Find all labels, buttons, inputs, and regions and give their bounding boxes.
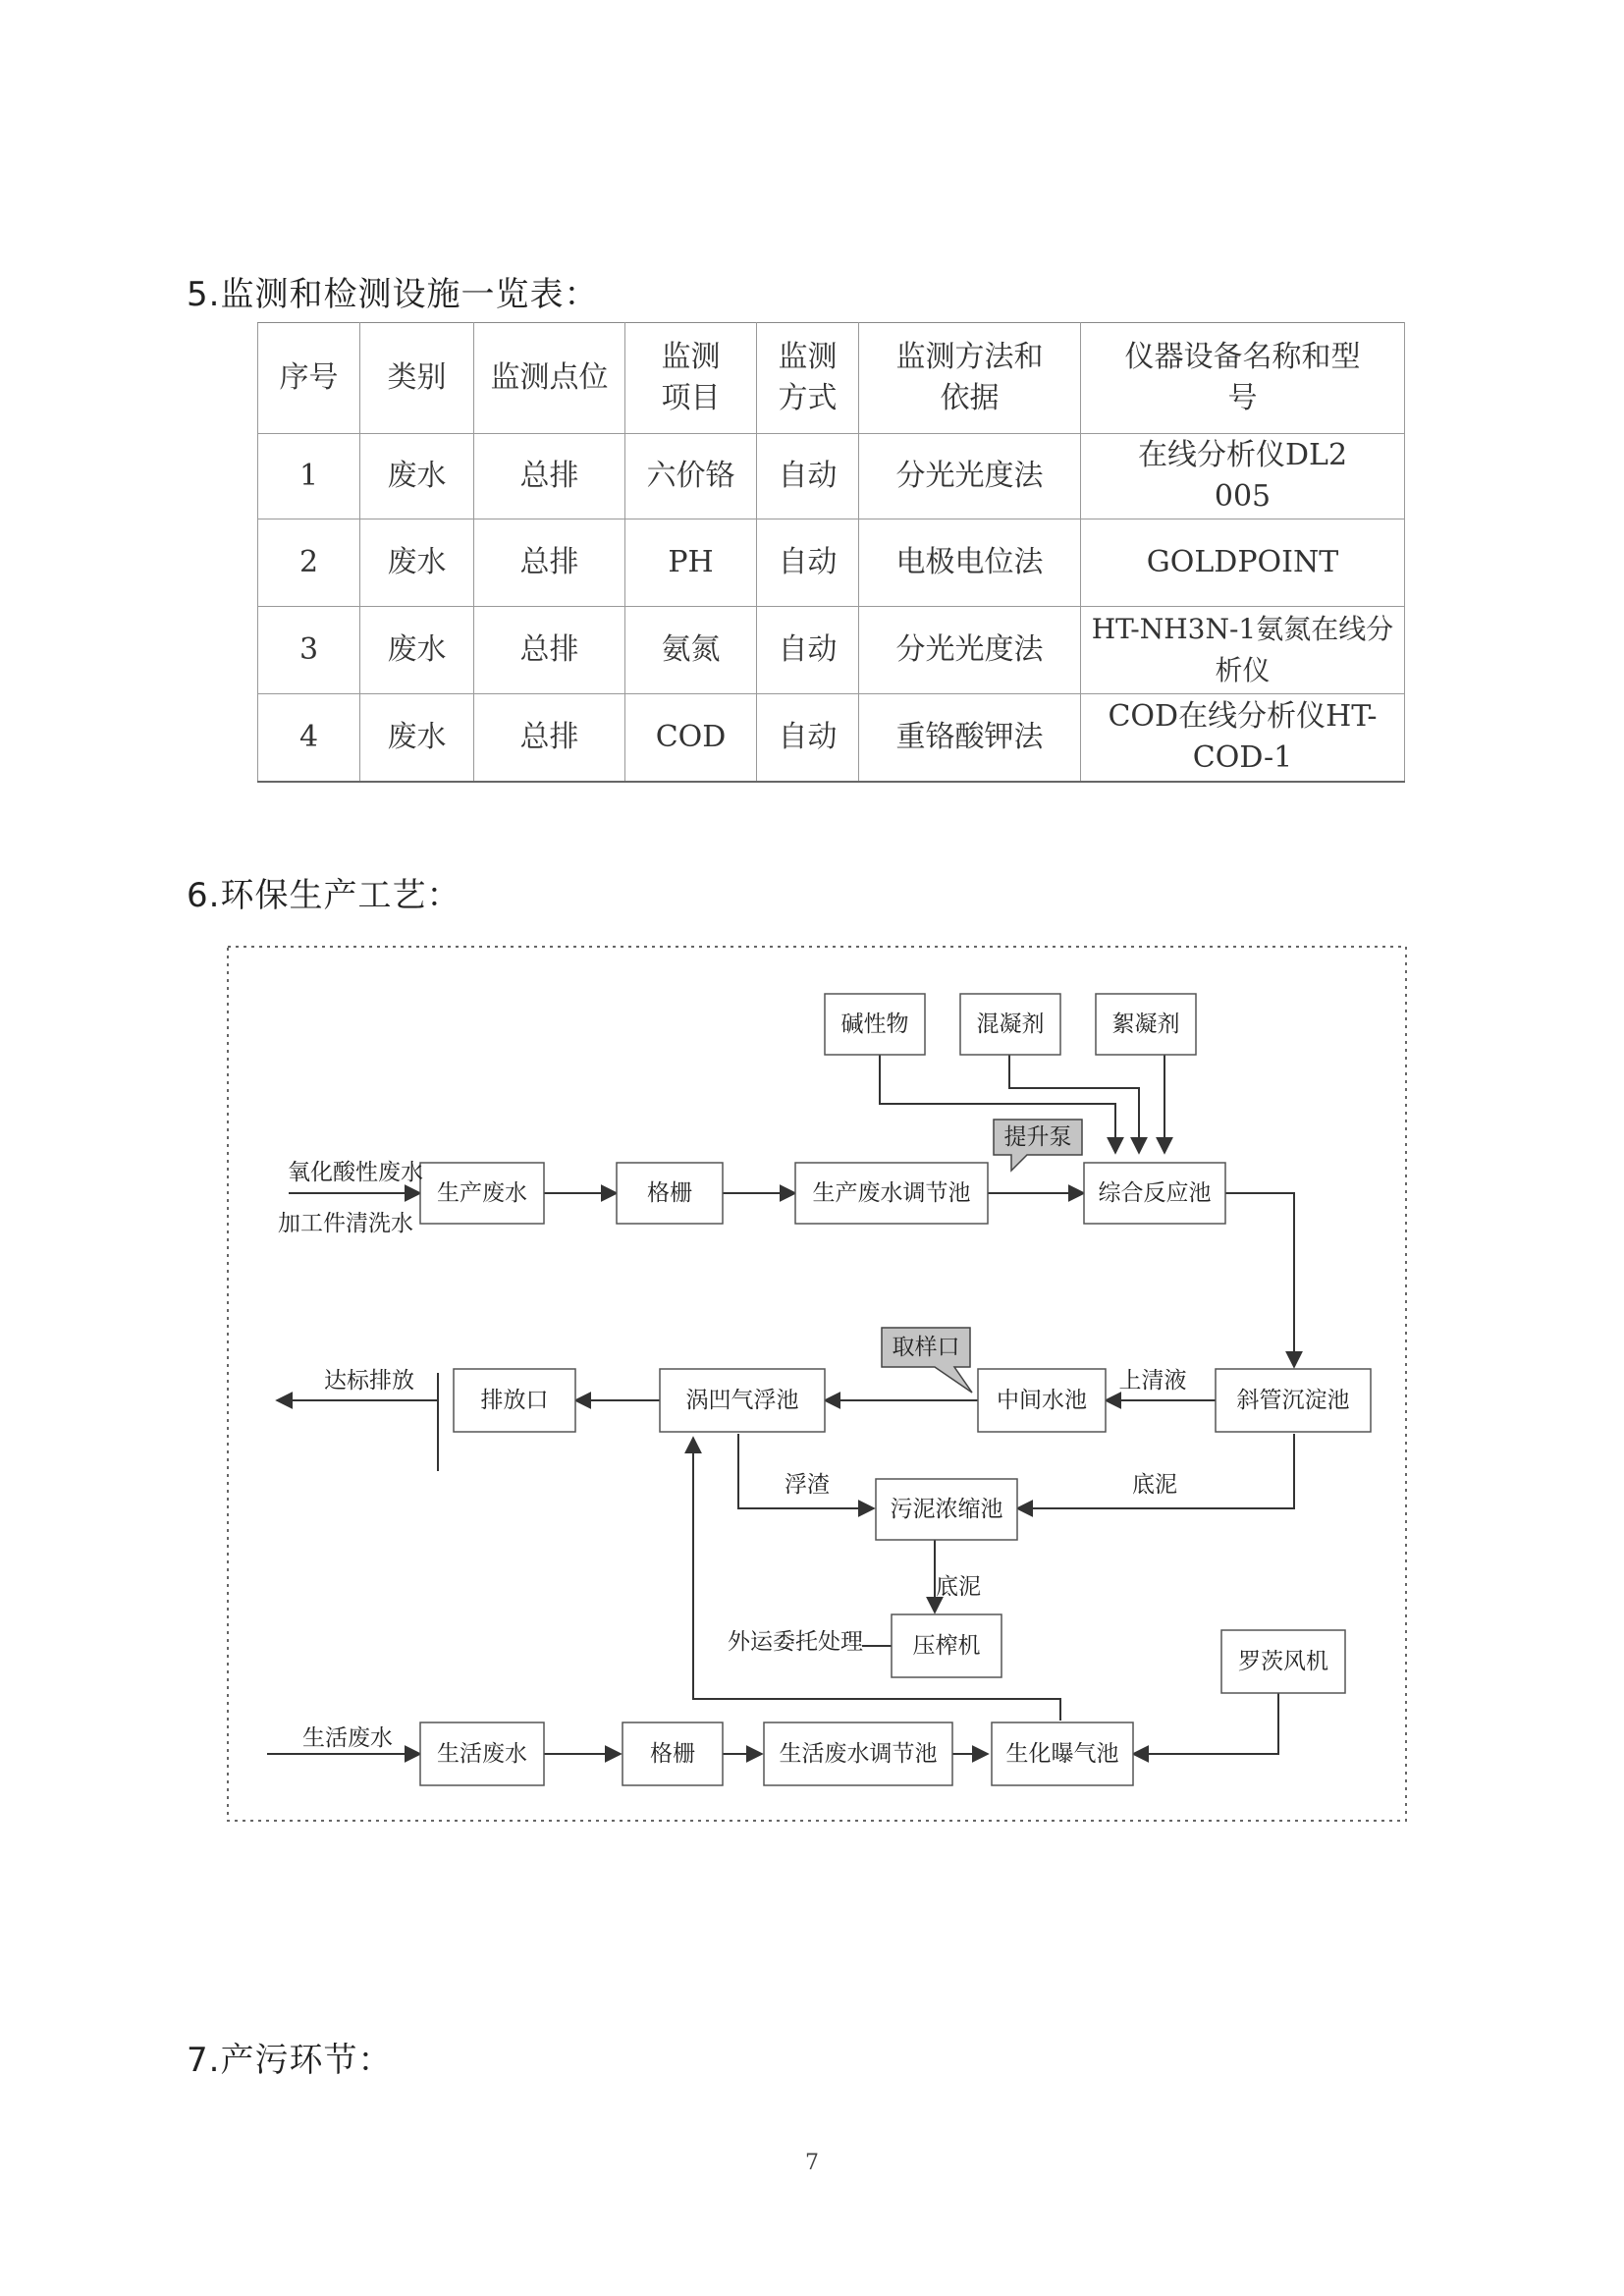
section-5-title: 5.监测和检测设施一览表： — [187, 275, 599, 314]
input-label-1: 氧化酸性废水 — [288, 1160, 423, 1185]
node-reaction-tank — [1084, 1163, 1225, 1224]
svg-text:混凝剂: 混凝剂 — [976, 1011, 1045, 1037]
table-cell: 总排 — [474, 694, 625, 783]
svg-text:综合反应池: 综合反应池 — [1098, 1180, 1212, 1206]
table-cell: 重铬酸钾法 — [859, 694, 1081, 783]
node-blower — [1221, 1630, 1345, 1693]
table-cell: 自动 — [757, 519, 859, 607]
table-cell: HT-NH3N-1氨氮在线分析仪 — [1081, 607, 1405, 694]
pump-label: 提升泵 — [1003, 1124, 1072, 1150]
svg-text:污泥浓缩池: 污泥浓缩池 — [890, 1497, 1003, 1522]
svg-text:中间水池: 中间水池 — [997, 1388, 1087, 1413]
table-cell: 总排 — [474, 519, 625, 607]
svg-text:罗茨风机: 罗茨风机 — [1238, 1649, 1328, 1674]
scum-label: 浮渣 — [785, 1472, 830, 1498]
svg-text:生产废水: 生产废水 — [437, 1180, 527, 1206]
table-cell: PH — [625, 519, 757, 607]
input-label-2: 加工件清洗水 — [278, 1211, 413, 1236]
supernatant-label: 上清液 — [1118, 1368, 1187, 1394]
table-cell: 氨氮 — [625, 607, 757, 694]
header-cell: 类别 — [360, 323, 474, 434]
node-screen-2 — [623, 1722, 723, 1785]
node-flocculant — [1096, 994, 1196, 1055]
section-6-title: 6.环保生产工艺： — [187, 876, 461, 915]
node-press — [892, 1614, 1001, 1677]
section-7-title: 7.产污环节： — [187, 2041, 393, 2080]
node-middle-tank — [978, 1369, 1106, 1432]
node-sludge-thickener — [876, 1479, 1017, 1540]
node-flotation-tank — [660, 1369, 825, 1432]
svg-text:排放口: 排放口 — [480, 1388, 549, 1413]
table-cell: 自动 — [757, 607, 859, 694]
node-production-equalization-tank — [795, 1163, 988, 1224]
sampling-label: 取样口 — [892, 1335, 960, 1360]
table-cell: COD在线分析仪HT-COD-1 — [1081, 694, 1405, 783]
svg-text:生产废水调节池: 生产废水调节池 — [812, 1180, 971, 1206]
svg-text:斜管沉淀池: 斜管沉淀池 — [1236, 1388, 1350, 1413]
sludge-label-2: 底泥 — [936, 1574, 981, 1600]
node-aeration-tank — [992, 1722, 1133, 1785]
table-cell: 3 — [258, 607, 360, 694]
svg-text:格栅: 格栅 — [647, 1180, 692, 1206]
svg-text:生活废水调节池: 生活废水调节池 — [779, 1741, 938, 1767]
svg-text:生活废水: 生活废水 — [437, 1741, 527, 1767]
node-coagulant — [960, 994, 1060, 1055]
page-number: 7 — [805, 2151, 819, 2175]
table-cell: 六价铬 — [625, 434, 757, 519]
table-cell: 废水 — [360, 694, 474, 783]
node-outlet — [454, 1369, 575, 1432]
svg-text:格栅: 格栅 — [650, 1741, 695, 1767]
svg-text:涡凹气浮池: 涡凹气浮池 — [685, 1388, 799, 1413]
table-cell: 总排 — [474, 607, 625, 694]
header-cell: 序号 — [258, 323, 360, 434]
header-cell: 监测方法和依据 — [859, 323, 1081, 434]
pump-callout — [994, 1120, 1082, 1171]
node-settling-tank — [1216, 1369, 1371, 1432]
node-screen-1 — [617, 1163, 723, 1224]
table-cell: COD — [625, 694, 757, 783]
outsource-label: 外运委托处理 — [728, 1629, 863, 1655]
header-cell: 监测方式 — [757, 323, 859, 434]
table-cell: 废水 — [360, 607, 474, 694]
header-cell: 仪器设备名称和型号 — [1081, 323, 1405, 434]
table-cell: 分光光度法 — [859, 607, 1081, 694]
node-production-wastewater — [420, 1163, 544, 1224]
domestic-input-label: 生活废水 — [302, 1725, 393, 1751]
table-cell: 废水 — [360, 519, 474, 607]
discharge-label: 达标排放 — [324, 1368, 414, 1394]
header-cell: 监测点位 — [474, 323, 625, 434]
table-cell: 4 — [258, 694, 360, 783]
table-cell: 自动 — [757, 434, 859, 519]
table-cell: 自动 — [757, 694, 859, 783]
svg-text:碱性物: 碱性物 — [840, 1011, 909, 1037]
svg-text:生化曝气池: 生化曝气池 — [1005, 1741, 1119, 1767]
table-cell: 在线分析仪DL2005 — [1081, 434, 1405, 519]
table-cell: 电极电位法 — [859, 519, 1081, 607]
sludge-label-1: 底泥 — [1132, 1472, 1177, 1498]
node-alkali — [825, 994, 925, 1055]
table-cell: 废水 — [360, 434, 474, 519]
table-cell: 分光光度法 — [859, 434, 1081, 519]
table-cell: 1 — [258, 434, 360, 519]
table-cell: GOLDPOINT — [1081, 519, 1405, 607]
header-cell: 监测项目 — [625, 323, 757, 434]
sampling-callout — [882, 1328, 972, 1393]
node-domestic-equalization-tank — [764, 1722, 952, 1785]
svg-text:压榨机: 压榨机 — [912, 1633, 981, 1659]
table-cell: 2 — [258, 519, 360, 607]
table-cell: 总排 — [474, 434, 625, 519]
node-domestic-wastewater — [420, 1722, 544, 1785]
svg-text:絮凝剂: 絮凝剂 — [1111, 1011, 1180, 1037]
